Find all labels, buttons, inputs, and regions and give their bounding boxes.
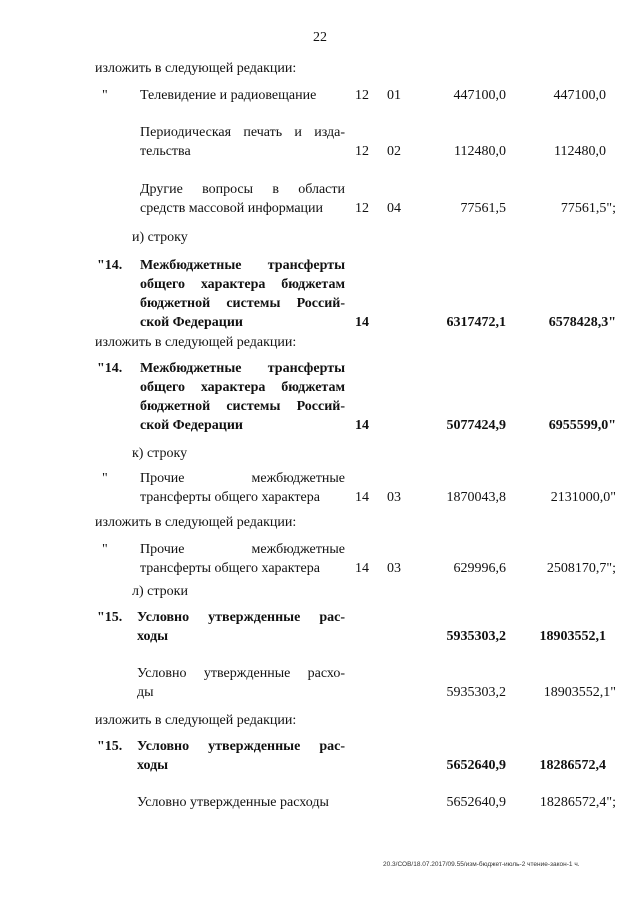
value-year-2: 112480,0 — [554, 144, 606, 159]
row-name: Периодическая печать и изда- тельства — [140, 125, 345, 159]
row-name: Условно утвержденные рас- ходы — [137, 739, 345, 773]
section-code: 12 — [355, 144, 369, 159]
row-name: Условно утвержденные расходы — [137, 795, 329, 810]
footer-stamp: 20.3/СОВ/18.07.2017/09.55/изм-бюджет-июль-2 чтение-закон-1 ч. — [383, 861, 580, 868]
value-year-2: 77561,5"; — [560, 201, 616, 216]
value-year-2: 18286572,4 — [539, 758, 606, 773]
value-year-1: 6317472,1 — [446, 315, 506, 330]
value-year-1: 5935303,2 — [446, 685, 506, 700]
subsection-code: 01 — [387, 88, 401, 103]
row-name: Прочие межбюджетные трансферты общего характера — [140, 542, 345, 576]
section-code: 12 — [355, 201, 369, 216]
instruction-edit: изложить в следующей редакции: — [95, 515, 297, 530]
subsection-code: 03 — [387, 490, 401, 505]
subsection-code: 02 — [387, 144, 401, 159]
opening-quote: " — [102, 542, 108, 557]
row-code: "15. — [97, 610, 123, 625]
value-year-2: 18903552,1 — [539, 629, 606, 644]
instruction-item-l: л) строки — [132, 584, 188, 599]
instruction-item-k: к) строку — [132, 446, 188, 461]
value-year-2: 18286572,4"; — [539, 795, 616, 810]
value-year-1: 5935303,2 — [446, 629, 506, 644]
instruction-item-i: и) строку — [132, 230, 188, 245]
section-code: 14 — [355, 315, 369, 330]
value-year-1: 629996,6 — [453, 561, 506, 576]
row-name: Телевидение и радиовещание — [140, 88, 317, 103]
opening-quote: " — [102, 471, 108, 486]
row-name: Прочие межбюджетные трансферты общего характера — [140, 471, 345, 505]
value-year-2: 2131000,0" — [550, 490, 616, 505]
instruction-edit: изложить в следующей редакции: — [95, 713, 297, 728]
value-year-1: 447100,0 — [453, 88, 506, 103]
row-code: "14. — [97, 361, 123, 376]
value-year-1: 1870043,8 — [446, 490, 506, 505]
subsection-code: 03 — [387, 561, 401, 576]
row-code: "14. — [97, 258, 123, 273]
subsection-code: 04 — [387, 201, 401, 216]
value-year-2: 6578428,3" — [548, 315, 616, 330]
value-year-1: 5652640,9 — [446, 795, 506, 810]
value-year-1: 5077424,9 — [446, 418, 506, 433]
section-code: 12 — [355, 88, 369, 103]
value-year-2: 447100,0 — [553, 88, 606, 103]
section-code: 14 — [355, 490, 369, 505]
row-code: "15. — [97, 739, 123, 754]
page-number: 22 — [313, 30, 327, 45]
row-name: Условно утвержденные расхо- ды — [137, 666, 345, 700]
row-name: Межбюджетные трансферты общего характера бюджетам бюджетной системы Россий- ской Федерации — [140, 258, 345, 330]
value-year-1: 77561,5 — [460, 201, 506, 216]
value-year-2: 6955599,0" — [548, 418, 616, 433]
value-year-1: 5652640,9 — [446, 758, 506, 773]
opening-quote: " — [102, 88, 108, 103]
section-code: 14 — [355, 418, 369, 433]
value-year-1: 112480,0 — [454, 144, 506, 159]
instruction-edit: изложить в следующей редакции: — [95, 61, 297, 76]
value-year-2: 2508170,7"; — [546, 561, 616, 576]
row-name: Межбюджетные трансферты общего характера бюджетам бюджетной системы Россий- ской Федерации — [140, 361, 345, 433]
row-name: Условно утвержденные рас- ходы — [137, 610, 345, 644]
section-code: 14 — [355, 561, 369, 576]
row-name: Другие вопросы в области средств массовой информации — [140, 182, 345, 216]
value-year-2: 18903552,1" — [543, 685, 616, 700]
instruction-edit: изложить в следующей редакции: — [95, 335, 297, 350]
